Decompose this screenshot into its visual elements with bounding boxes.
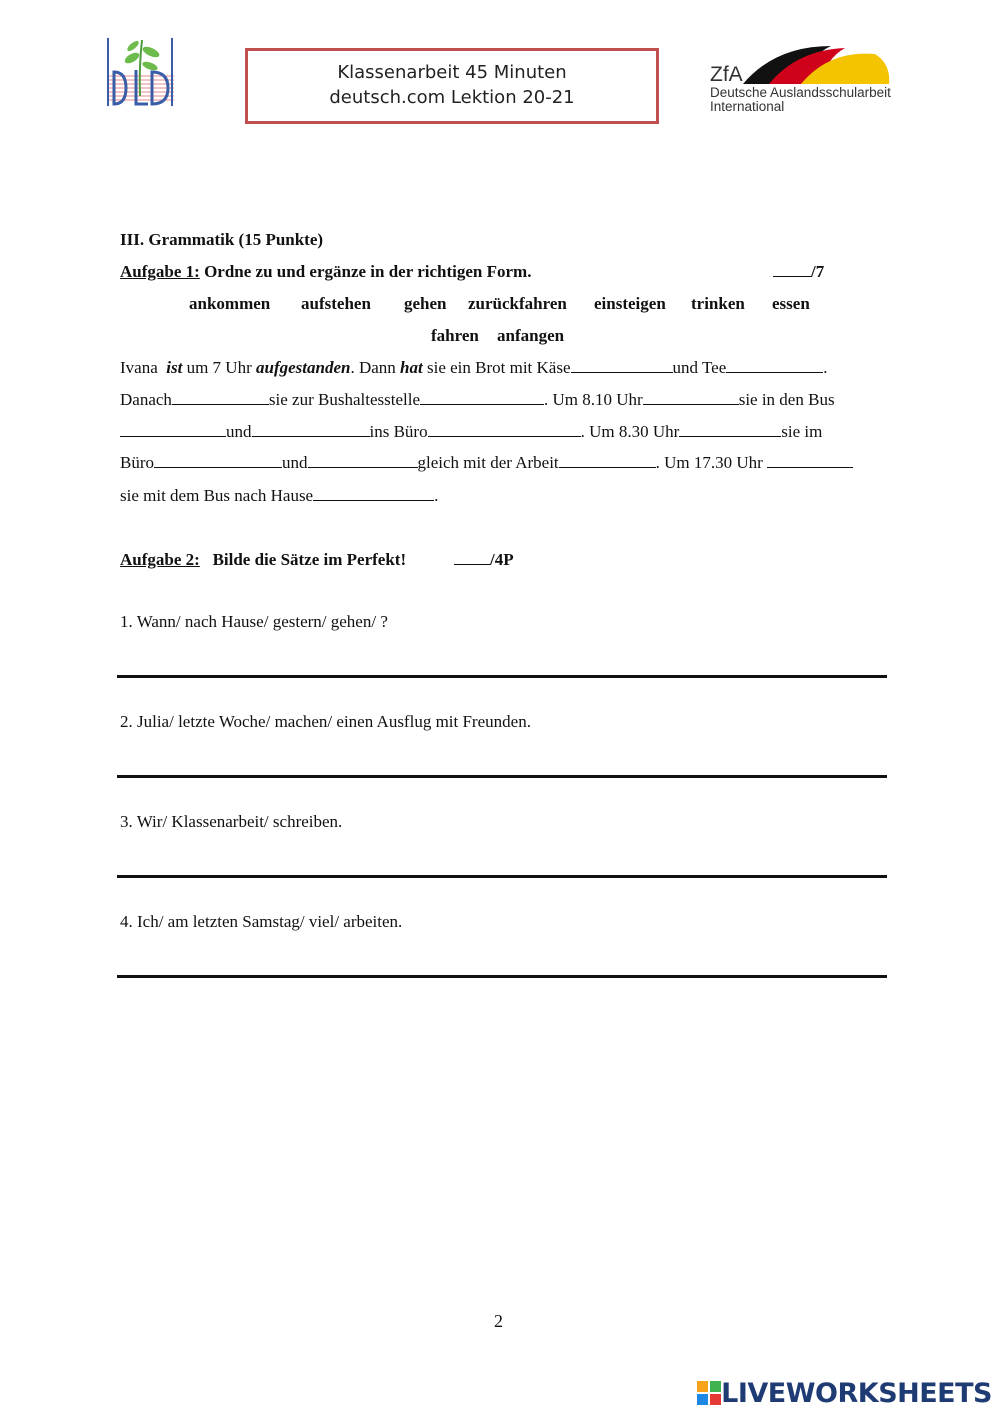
zfa-line2: International	[710, 99, 785, 114]
answer-blank[interactable]	[154, 453, 282, 468]
gap-text-line-4	[120, 453, 853, 473]
answer-blank[interactable]	[679, 422, 781, 437]
answer-line[interactable]	[117, 675, 887, 678]
answer-blank[interactable]	[120, 422, 226, 437]
word-bank-item: aufstehen	[301, 294, 371, 313]
gap-text-fragment: sie im	[781, 422, 823, 441]
gap-text-fragment: sie zur Bushaltesstelle	[268, 390, 420, 409]
answer-line[interactable]	[117, 875, 887, 878]
task2-label: Aufgabe 2:	[120, 550, 200, 569]
gap-text-fragment: .	[823, 358, 828, 377]
answer-blank[interactable]	[571, 358, 673, 373]
gap-text-fragment: .	[434, 486, 439, 505]
task2-item: 1. Wann/ nach Hause/ gestern/ gehen/ ?	[120, 612, 388, 631]
gap-text-line-1	[120, 358, 828, 378]
gap-text-fragment: . Dann	[350, 358, 396, 377]
task1-instruction: Ordne zu und ergänze in der richtigen Form.	[204, 262, 532, 281]
header-title-box	[245, 48, 659, 124]
answer-blank[interactable]	[726, 358, 823, 373]
task2-score	[454, 550, 514, 570]
task1-score-blank[interactable]	[773, 262, 811, 277]
gap-text-fragment: und Tee	[672, 358, 727, 377]
answer-blank[interactable]	[252, 422, 370, 437]
task2-heading	[120, 550, 406, 570]
answer-blank[interactable]	[559, 453, 656, 468]
word-bank-item: gehen	[404, 294, 447, 313]
answer-line[interactable]	[117, 975, 887, 978]
gap-text-fragment: sie mit dem Bus nach Hause	[120, 486, 314, 505]
zfa-name: ZfA	[710, 63, 743, 86]
task2-score-total: /4P	[490, 550, 514, 569]
gap-text-fragment: Danach	[120, 390, 172, 409]
section-heading: III. Grammatik (15 Punkte)	[120, 230, 324, 249]
word-bank-item: zurückfahren	[468, 294, 567, 313]
word-bank-item: fahren	[431, 326, 479, 345]
answer-blank[interactable]	[172, 390, 269, 405]
header-title-line1: Klassenarbeit 45 Minuten	[337, 62, 567, 83]
answer-blank[interactable]	[643, 390, 739, 405]
header-title-line2: deutsch.com Lektion 20-21	[329, 87, 575, 108]
zfa-logo-text	[710, 64, 891, 114]
gap-text-fragment: . Um 8.10 Uhr	[544, 390, 643, 409]
liveworksheets-logo-icon	[697, 1381, 721, 1410]
word-bank-item: einsteigen	[594, 294, 666, 313]
word-bank-item: trinken	[691, 294, 745, 313]
gap-text-fragment: und	[226, 422, 252, 441]
liveworksheets-watermark: LIVEWORKSHEETS	[721, 1378, 992, 1409]
gap-text-line-2	[120, 390, 835, 410]
word-bank-item: anfangen	[497, 326, 565, 345]
task1-label: Aufgabe 1:	[120, 262, 200, 281]
example-verb-aufgestanden: aufgestanden	[256, 358, 351, 377]
page-number: 2	[494, 1311, 503, 1331]
gap-text-line-5	[120, 486, 438, 506]
dld-plant-logo-icon	[106, 36, 176, 108]
task1-score	[773, 262, 824, 282]
gap-text-fragment: sie in den Bus	[738, 390, 835, 409]
task2-item: 3. Wir/ Klassenarbeit/ schreiben.	[120, 812, 343, 831]
task1-score-total: /7	[811, 262, 825, 281]
gap-text-fragment: . Um 17.30 Uhr	[655, 453, 763, 472]
answer-line[interactable]	[117, 775, 887, 778]
gap-text-fragment: sie ein Brot mit Käse	[426, 358, 571, 377]
word-bank-item: ankommen	[189, 294, 271, 313]
gap-text-line-3	[120, 422, 822, 442]
answer-blank[interactable]	[313, 486, 434, 501]
gap-text-fragment: und	[282, 453, 308, 472]
word-bank-item: essen	[772, 294, 810, 313]
task1-heading	[120, 262, 531, 282]
example-verb-ist: ist	[166, 358, 183, 377]
gap-text-fragment: ins Büro	[369, 422, 428, 441]
gap-text-fragment: um 7 Uhr	[186, 358, 252, 377]
gap-text-fragment: Ivana	[120, 358, 158, 377]
gap-text-fragment: gleich mit der Arbeit	[417, 453, 559, 472]
task2-instruction: Bilde die Sätze im Perfekt!	[212, 550, 407, 569]
task2-score-blank[interactable]	[454, 550, 490, 565]
answer-blank[interactable]	[308, 453, 418, 468]
answer-blank[interactable]	[420, 390, 544, 405]
gap-text-fragment: . Um 8.30 Uhr	[580, 422, 680, 441]
task2-item: 4. Ich/ am letzten Samstag/ viel/ arbeiten.	[120, 912, 403, 931]
dld-logo	[106, 36, 176, 108]
zfa-line1: Deutsche Auslandsschularbeit	[710, 85, 891, 100]
gap-text-fragment: Büro	[120, 453, 154, 472]
answer-blank[interactable]	[428, 422, 581, 437]
example-verb-hat: hat	[400, 358, 423, 377]
task2-item: 2. Julia/ letzte Woche/ machen/ einen Ausflug mit Freunden.	[120, 712, 531, 731]
answer-blank[interactable]	[767, 453, 853, 468]
